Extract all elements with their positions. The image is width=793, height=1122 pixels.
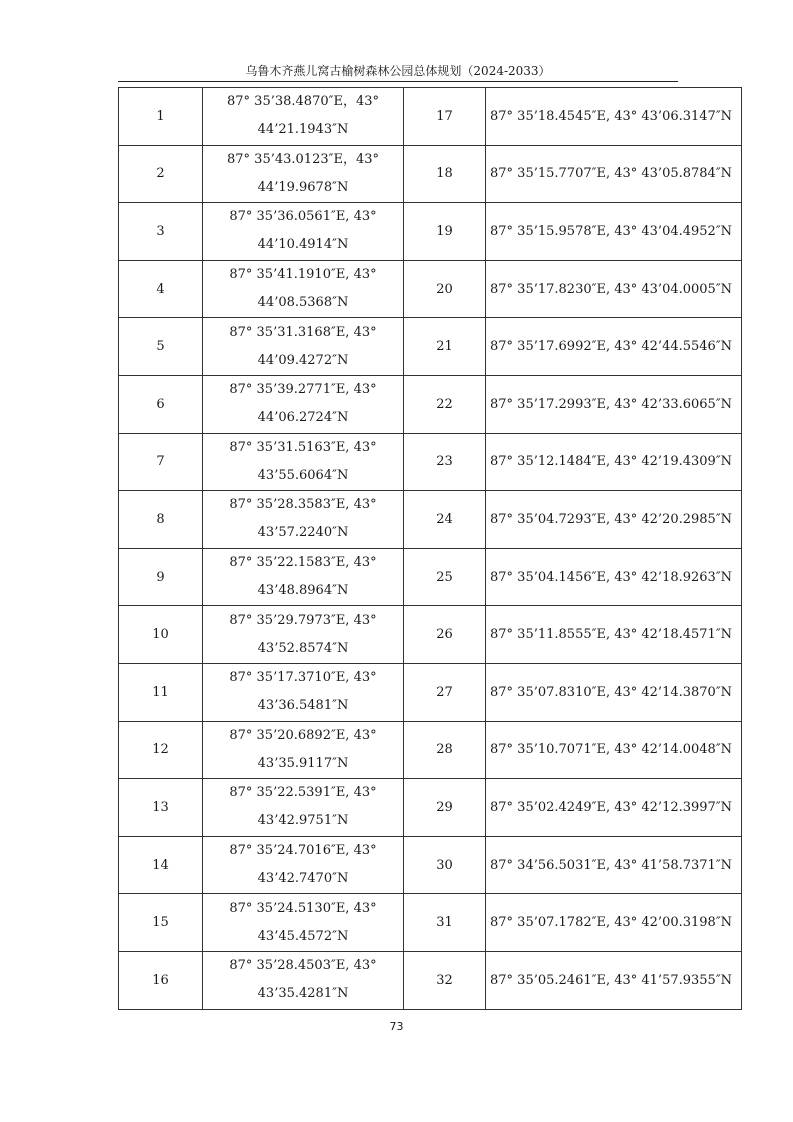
point-number-right: 27 (404, 663, 486, 721)
coordinate-line-1: 87° 35’20.6892″E, 43° (229, 727, 377, 743)
table-row (119, 951, 742, 1009)
table-row (119, 606, 742, 664)
table-row (119, 88, 742, 146)
coordinate-line-1: 87° 35’31.5163″E, 43° (229, 439, 377, 455)
point-coordinate-right: 87° 35’10.7071″E, 43° 42’14.0048″N (486, 721, 742, 779)
point-coordinate-left (203, 894, 404, 952)
point-coordinate-right: 87° 34’56.5031″E, 43° 41’58.7371″N (486, 836, 742, 894)
coordinate-line-2: 44’09.4272″N (257, 352, 349, 368)
point-number-left: 12 (119, 721, 203, 779)
coordinate-line-1: 87° 35’22.1583″E, 43° (229, 555, 377, 571)
coordinate-line-1: 87° 35’24.7016″E, 43° (229, 843, 377, 859)
coordinate-line-2: 44’06.2724″N (257, 410, 349, 426)
point-number-left: 10 (119, 606, 203, 664)
point-coordinate-right: 87° 35’04.7293″E, 43° 42’20.2985″N (486, 491, 742, 549)
point-coordinate-left (203, 260, 404, 318)
point-number-right: 28 (404, 721, 486, 779)
point-coordinate-right: 87° 35’04.1456″E, 43° 42’18.9263″N (486, 548, 742, 606)
point-coordinate-left (203, 145, 404, 203)
point-number-right: 26 (404, 606, 486, 664)
coordinate-line-1: 87° 35’24.5130″E, 43° (229, 900, 377, 916)
point-coordinate-left (203, 779, 404, 837)
coordinate-line-2: 44’21.1943″N (257, 122, 349, 138)
table-row (119, 721, 742, 779)
table-row (119, 663, 742, 721)
point-number-left: 2 (119, 145, 203, 203)
point-coordinate-right: 87° 35’18.4545″E, 43° 43’06.3147″N (486, 88, 742, 146)
table-row (119, 375, 742, 433)
coordinate-line-1: 87° 35’28.3583″E, 43° (229, 497, 377, 513)
coordinate-line-2: 44’10.4914″N (257, 237, 349, 253)
point-coordinate-right: 87° 35’15.7707″E, 43° 43’05.8784″N (486, 145, 742, 203)
point-number-left: 1 (119, 88, 203, 146)
coordinate-line-1: 87° 35’22.5391″E, 43° (229, 785, 377, 801)
coordinate-line-2: 43’36.5481″N (257, 698, 349, 714)
point-coordinate-left (203, 548, 404, 606)
point-number-right: 18 (404, 145, 486, 203)
point-coordinate-right: 87° 35’11.8555″E, 43° 42’18.4571″N (486, 606, 742, 664)
point-coordinate-left (203, 203, 404, 261)
point-coordinate-left (203, 606, 404, 664)
coordinate-line-2: 43’35.9117″N (257, 755, 349, 771)
coordinate-line-1: 87° 35’38.4870″E，43° (227, 94, 379, 110)
table-row (119, 894, 742, 952)
coordinate-line-2: 43’48.8964″N (257, 583, 349, 599)
point-number-right: 31 (404, 894, 486, 952)
coordinate-line-2: 44’19.9678″N (257, 179, 349, 195)
point-coordinate-left (203, 491, 404, 549)
point-number-right: 22 (404, 375, 486, 433)
coordinate-line-1: 87° 35’17.3710″E, 43° (229, 670, 377, 686)
page-header-title: 乌鲁木齐燕儿窝古榆树森林公园总体规划（2024-2033） (245, 64, 551, 78)
point-coordinate-left (203, 663, 404, 721)
point-number-left: 13 (119, 779, 203, 837)
coordinate-line-1: 87° 35’28.4503″E, 43° (229, 958, 377, 974)
coordinate-line-2: 43’52.8574″N (257, 640, 349, 656)
coordinate-line-2: 44’08.5368″N (257, 295, 349, 311)
coordinate-table-body (119, 88, 742, 1010)
table-row (119, 260, 742, 318)
table-row (119, 836, 742, 894)
coordinate-line-2: 43’57.2240″N (257, 525, 349, 541)
coordinate-line-2: 43’55.6064″N (257, 467, 349, 483)
point-number-left: 15 (119, 894, 203, 952)
point-coordinate-left (203, 88, 404, 146)
point-coordinate-right: 87° 35’02.4249″E, 43° 42’12.3997″N (486, 779, 742, 837)
point-number-left: 16 (119, 951, 203, 1009)
point-coordinate-left (203, 721, 404, 779)
table-row (119, 203, 742, 261)
point-coordinate-left (203, 951, 404, 1009)
point-coordinate-right: 87° 35’17.6992″E, 43° 42’44.5546″N (486, 318, 742, 376)
coordinate-line-1: 87° 35’31.3168″E, 43° (229, 324, 377, 340)
point-number-right: 24 (404, 491, 486, 549)
coordinate-line-1: 87° 35’43.0123″E，43° (227, 151, 379, 167)
point-coordinate-right: 87° 35’12.1484″E, 43° 42’19.4309″N (486, 433, 742, 491)
point-coordinate-left (203, 375, 404, 433)
page-number: 73 (389, 1020, 404, 1033)
table-row (119, 548, 742, 606)
coordinate-line-1: 87° 35’39.2771″E, 43° (229, 382, 377, 398)
coordinate-line-1: 87° 35’41.1910″E, 43° (229, 267, 377, 283)
point-number-left: 6 (119, 375, 203, 433)
coordinate-line-1: 87° 35’36.0561″E, 43° (229, 209, 377, 225)
point-number-left: 9 (119, 548, 203, 606)
point-number-right: 19 (404, 203, 486, 261)
header-divider (118, 81, 678, 82)
coordinate-line-2: 43’42.9751″N (257, 813, 349, 829)
point-number-right: 21 (404, 318, 486, 376)
table-row (119, 433, 742, 491)
point-coordinate-left (203, 836, 404, 894)
point-coordinate-right: 87° 35’17.8230″E, 43° 43’04.0005″N (486, 260, 742, 318)
point-number-right: 30 (404, 836, 486, 894)
point-coordinate-left (203, 318, 404, 376)
point-number-left: 11 (119, 663, 203, 721)
point-number-left: 5 (119, 318, 203, 376)
point-coordinate-right: 87° 35’05.2461″E, 43° 41’57.9355″N (486, 951, 742, 1009)
table-row (119, 318, 742, 376)
point-number-right: 32 (404, 951, 486, 1009)
coordinate-line-2: 43’42.7470″N (257, 871, 349, 887)
point-number-left: 7 (119, 433, 203, 491)
table-row (119, 491, 742, 549)
point-coordinate-right: 87° 35’15.9578″E, 43° 43’04.4952″N (486, 203, 742, 261)
point-number-right: 29 (404, 779, 486, 837)
coordinate-table (118, 87, 742, 1010)
point-coordinate-right: 87° 35’17.2993″E, 43° 42’33.6065″N (486, 375, 742, 433)
point-number-right: 17 (404, 88, 486, 146)
point-number-left: 4 (119, 260, 203, 318)
point-number-right: 20 (404, 260, 486, 318)
point-number-right: 25 (404, 548, 486, 606)
coordinate-line-1: 87° 35’29.7973″E, 43° (229, 612, 377, 628)
point-coordinate-left (203, 433, 404, 491)
point-number-left: 3 (119, 203, 203, 261)
point-number-left: 8 (119, 491, 203, 549)
point-number-left: 14 (119, 836, 203, 894)
point-coordinate-right: 87° 35’07.8310″E, 43° 42’14.3870″N (486, 663, 742, 721)
coordinate-line-2: 43’35.4281″N (257, 986, 349, 1002)
point-coordinate-right: 87° 35’07.1782″E, 43° 42’00.3198″N (486, 894, 742, 952)
point-number-right: 23 (404, 433, 486, 491)
coordinate-line-2: 43’45.4572″N (257, 928, 349, 944)
table-row (119, 779, 742, 837)
table-row (119, 145, 742, 203)
